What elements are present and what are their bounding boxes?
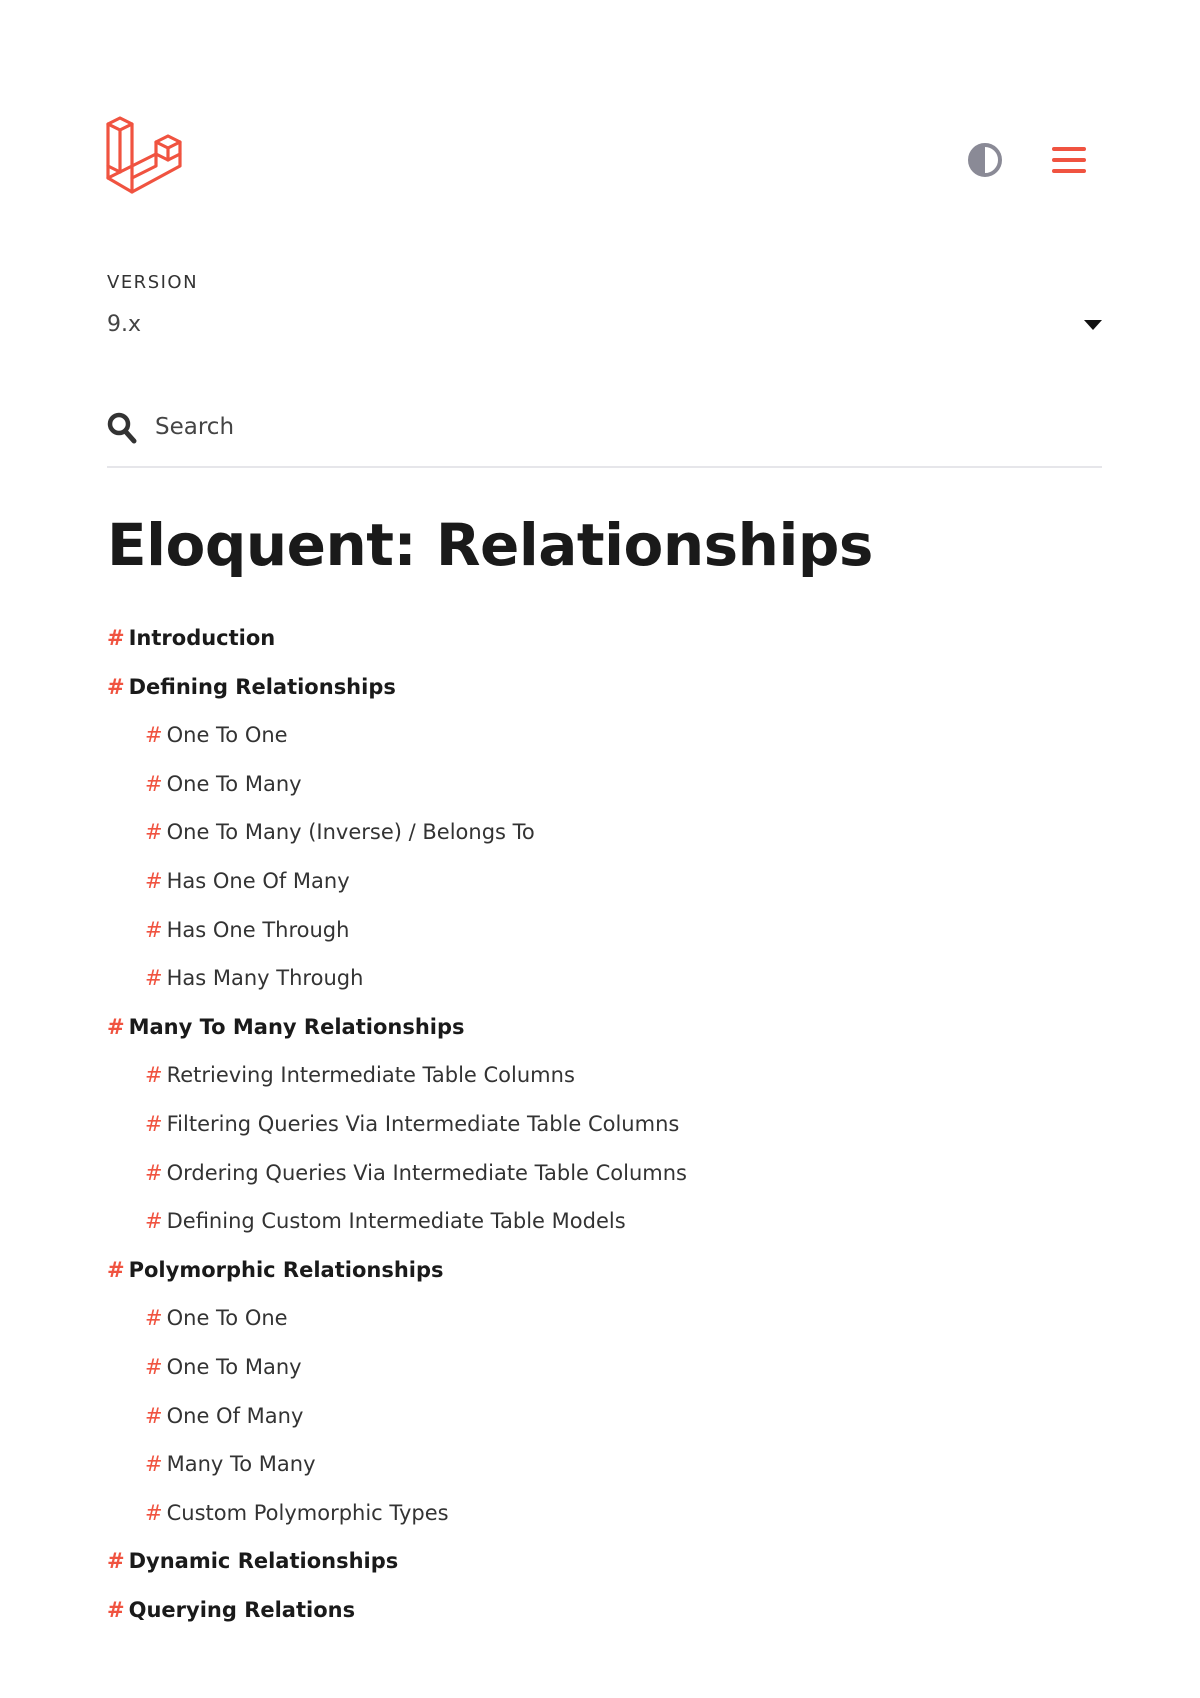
- toc-item-label: One Of Many: [166, 1403, 304, 1428]
- hash-anchor-icon: #: [145, 820, 163, 845]
- table-of-contents: [107, 620, 1107, 1640]
- hash-anchor-icon: #: [145, 868, 163, 893]
- hash-anchor-icon: #: [107, 626, 125, 650]
- toc-subsection-link[interactable]: [107, 1057, 1107, 1106]
- hash-anchor-icon: #: [145, 966, 163, 991]
- hash-anchor-icon: #: [145, 917, 163, 942]
- toc-section-link[interactable]: [107, 1252, 1107, 1301]
- toc-item-label: Many To Many Relationships: [128, 1014, 465, 1039]
- toc-subsection-link[interactable]: [107, 717, 1107, 766]
- toc-subsection-link[interactable]: [107, 863, 1107, 912]
- toc-section-link[interactable]: [107, 669, 1107, 718]
- toc-item-label: Has One Of Many: [166, 868, 350, 893]
- toc-item-label: One To Many: [166, 1354, 302, 1379]
- toc-item-label: Many To Many: [166, 1452, 316, 1477]
- laravel-logo[interactable]: [104, 116, 186, 198]
- caret-down-icon: [1084, 320, 1102, 330]
- toc-subsection-link[interactable]: [107, 1155, 1107, 1204]
- version-label: VERSION: [107, 272, 199, 293]
- toc-item-label: Introduction: [128, 626, 276, 650]
- toc-section-link[interactable]: [107, 1009, 1107, 1058]
- toc-subsection-link[interactable]: [107, 1495, 1107, 1544]
- hash-anchor-icon: #: [145, 723, 163, 748]
- contrast-icon[interactable]: [967, 142, 1003, 178]
- toc-section-link[interactable]: [107, 1592, 1107, 1641]
- toc-item-label: Custom Polymorphic Types: [166, 1500, 449, 1525]
- hash-anchor-icon: #: [145, 1354, 163, 1379]
- hash-anchor-icon: #: [145, 1063, 163, 1088]
- toc-item-label: Ordering Queries Via Intermediate Table Columns: [166, 1160, 687, 1185]
- hash-anchor-icon: #: [145, 1111, 163, 1136]
- toc-item-label: Dynamic Relationships: [128, 1549, 399, 1574]
- toc-subsection-link[interactable]: [107, 1106, 1107, 1155]
- search-icon: [107, 412, 137, 444]
- toc-subsection-link[interactable]: [107, 814, 1107, 863]
- toc-item-label: Has One Through: [166, 917, 350, 942]
- hash-anchor-icon: #: [107, 674, 125, 699]
- toc-item-label: Retrieving Intermediate Table Columns: [166, 1063, 575, 1088]
- toc-item-label: Polymorphic Relationships: [128, 1257, 444, 1282]
- toc-item-label: Has Many Through: [166, 966, 364, 991]
- hash-anchor-icon: #: [145, 1403, 163, 1428]
- toc-section-link[interactable]: [107, 620, 1107, 669]
- toc-item-label: One To Many (Inverse) / Belongs To: [166, 820, 535, 845]
- hash-anchor-icon: #: [145, 1500, 163, 1525]
- version-select[interactable]: [107, 308, 1102, 344]
- page-title: Eloquent: Relationships: [107, 511, 873, 579]
- search-bar[interactable]: [107, 404, 1102, 468]
- hash-anchor-icon: #: [107, 1597, 125, 1622]
- toc-subsection-link[interactable]: [107, 1203, 1107, 1252]
- hash-anchor-icon: #: [145, 771, 163, 796]
- hash-anchor-icon: #: [145, 1209, 163, 1234]
- toc-item-label: Filtering Queries Via Intermediate Table Columns: [166, 1111, 680, 1136]
- hash-anchor-icon: #: [107, 1549, 125, 1574]
- toc-subsection-link[interactable]: [107, 1398, 1107, 1447]
- hash-anchor-icon: #: [107, 1257, 125, 1282]
- toc-item-label: One To Many: [166, 771, 302, 796]
- toc-subsection-link[interactable]: [107, 1446, 1107, 1495]
- toc-item-label: Defining Custom Intermediate Table Models: [166, 1209, 626, 1234]
- hash-anchor-icon: #: [107, 1014, 125, 1039]
- hamburger-menu-icon[interactable]: [1051, 143, 1087, 177]
- toc-item-label: One To One: [166, 723, 288, 748]
- toc-item-label: One To One: [166, 1306, 288, 1331]
- toc-subsection-link[interactable]: [107, 766, 1107, 815]
- toc-item-label: Querying Relations: [128, 1597, 356, 1622]
- toc-subsection-link[interactable]: [107, 960, 1107, 1009]
- toc-subsection-link[interactable]: [107, 1349, 1107, 1398]
- toc-section-link[interactable]: [107, 1543, 1107, 1592]
- toc-subsection-link[interactable]: [107, 1300, 1107, 1349]
- toc-subsection-link[interactable]: [107, 912, 1107, 961]
- search-input[interactable]: [155, 410, 1055, 444]
- hash-anchor-icon: #: [145, 1306, 163, 1331]
- hash-anchor-icon: #: [145, 1160, 163, 1185]
- hash-anchor-icon: #: [145, 1452, 163, 1477]
- version-value: 9.x: [107, 312, 142, 337]
- toc-item-label: Defining Relationships: [128, 674, 396, 699]
